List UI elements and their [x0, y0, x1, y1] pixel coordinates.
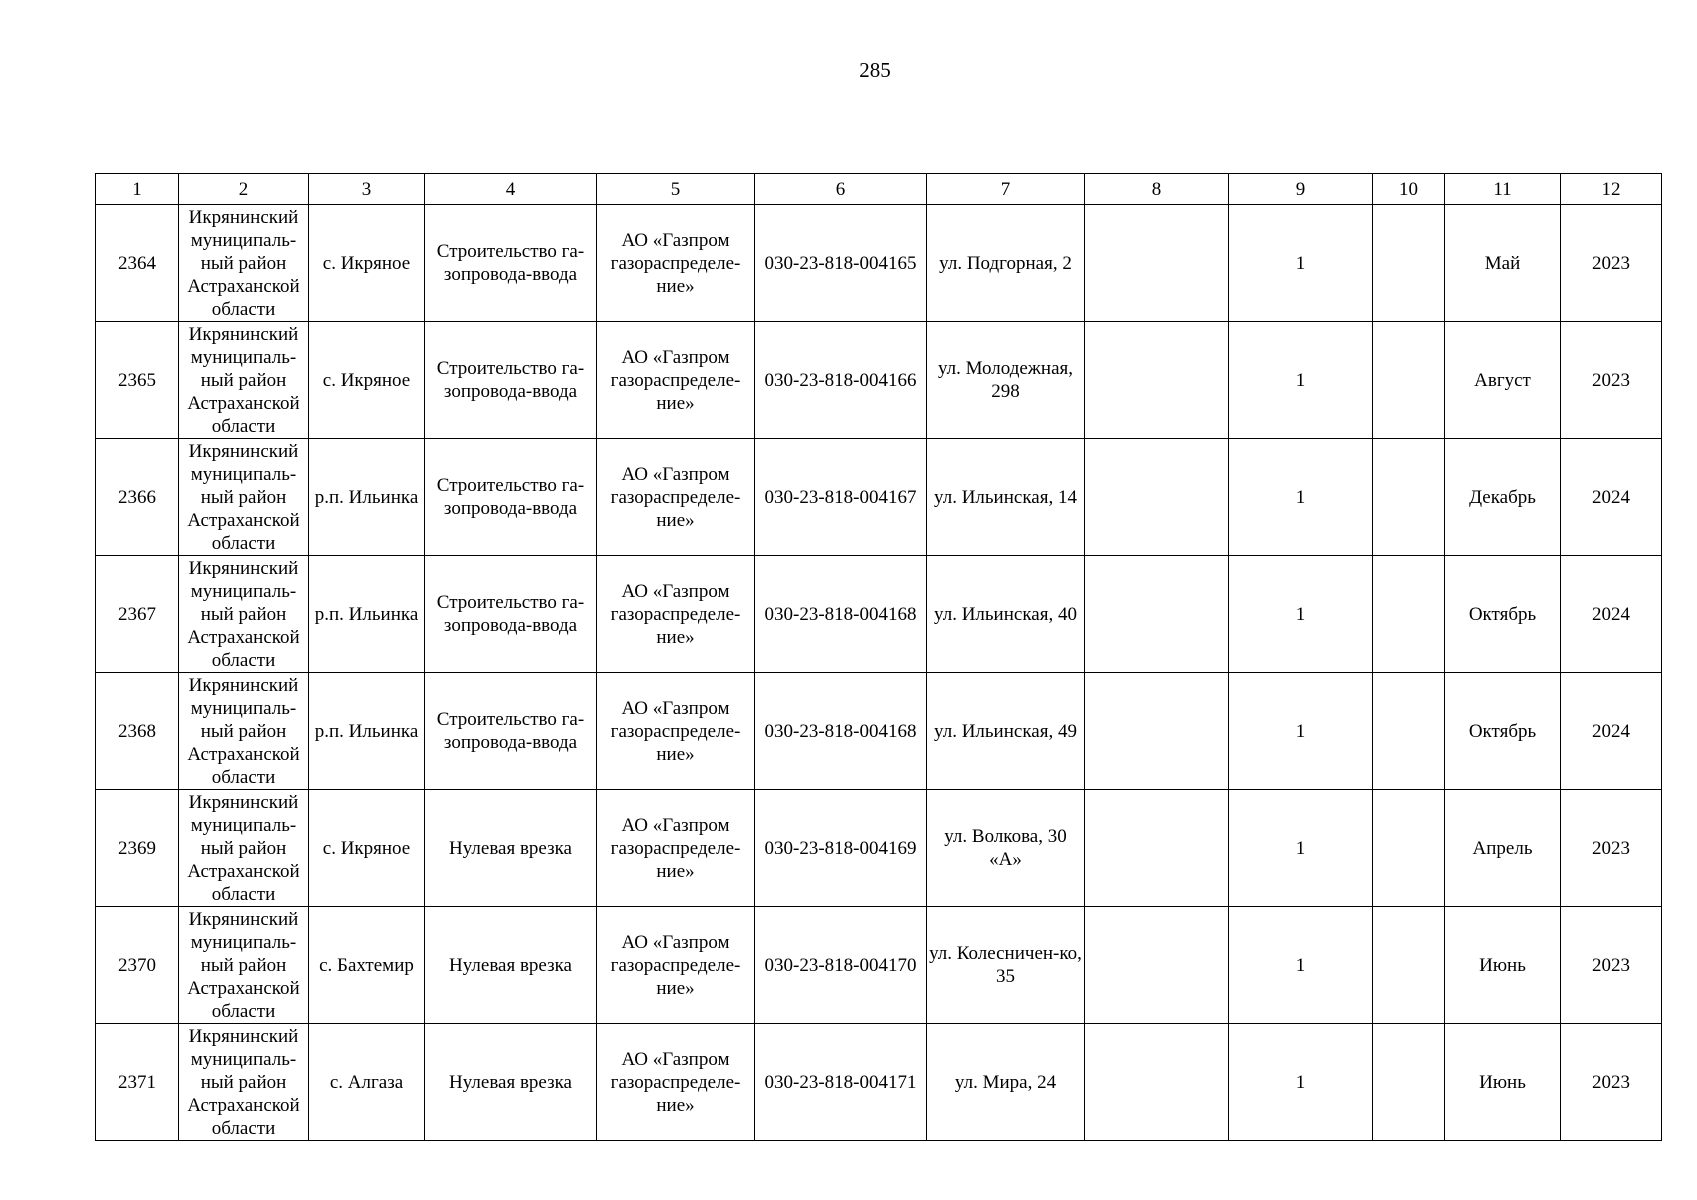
- table-row: [96, 907, 1662, 1024]
- settlement-cell: р.п. Ильинка: [309, 556, 425, 673]
- district-cell: Икрянинский муниципаль-ный район Астраханской области: [179, 439, 309, 556]
- column-header: 10: [1373, 174, 1445, 205]
- quantity-cell: 1: [1229, 673, 1373, 790]
- column-10-cell: [1373, 556, 1445, 673]
- organization-cell: АО «Газпром газораспределе-ние»: [597, 439, 755, 556]
- table-row: [96, 322, 1662, 439]
- address-cell: ул. Молодежная, 298: [927, 322, 1085, 439]
- district-cell: Икрянинский муниципаль-ный район Астраханской области: [179, 790, 309, 907]
- object-code-cell: 030-23-818-004165: [755, 205, 927, 322]
- organization-cell: АО «Газпром газораспределе-ние»: [597, 673, 755, 790]
- settlement-cell: р.п. Ильинка: [309, 673, 425, 790]
- work-type-cell: Строительство га-зопровода-ввода: [425, 556, 597, 673]
- work-type-cell: Строительство га-зопровода-ввода: [425, 673, 597, 790]
- table-row: [96, 673, 1662, 790]
- object-code-cell: 030-23-818-004169: [755, 790, 927, 907]
- column-header: 12: [1561, 174, 1662, 205]
- column-header: 7: [927, 174, 1085, 205]
- column-10-cell: [1373, 322, 1445, 439]
- column-10-cell: [1373, 1024, 1445, 1141]
- column-8-cell: [1085, 439, 1229, 556]
- column-8-cell: [1085, 1024, 1229, 1141]
- settlement-cell: с. Икряное: [309, 322, 425, 439]
- column-header: 8: [1085, 174, 1229, 205]
- district-cell: Икрянинский муниципаль-ный район Астраханской области: [179, 322, 309, 439]
- object-code-cell: 030-23-818-004171: [755, 1024, 927, 1141]
- year-cell: 2024: [1561, 439, 1662, 556]
- column-header: 1: [96, 174, 179, 205]
- table-row: [96, 1024, 1662, 1141]
- row-number-cell: 2368: [96, 673, 179, 790]
- year-cell: 2023: [1561, 790, 1662, 907]
- quantity-cell: 1: [1229, 205, 1373, 322]
- organization-cell: АО «Газпром газораспределе-ние»: [597, 205, 755, 322]
- row-number-cell: 2364: [96, 205, 179, 322]
- month-cell: Июнь: [1445, 1024, 1561, 1141]
- district-cell: Икрянинский муниципаль-ный район Астраханской области: [179, 673, 309, 790]
- district-cell: Икрянинский муниципаль-ный район Астраханской области: [179, 205, 309, 322]
- year-cell: 2023: [1561, 205, 1662, 322]
- district-cell: Икрянинский муниципаль-ный район Астраханской области: [179, 556, 309, 673]
- object-code-cell: 030-23-818-004168: [755, 673, 927, 790]
- month-cell: Октябрь: [1445, 673, 1561, 790]
- row-number-cell: 2370: [96, 907, 179, 1024]
- column-8-cell: [1085, 790, 1229, 907]
- object-code-cell: 030-23-818-004166: [755, 322, 927, 439]
- work-type-cell: Нулевая врезка: [425, 1024, 597, 1141]
- year-cell: 2024: [1561, 673, 1662, 790]
- quantity-cell: 1: [1229, 1024, 1373, 1141]
- table-row: [96, 205, 1662, 322]
- row-number-cell: 2365: [96, 322, 179, 439]
- work-type-cell: Нулевая врезка: [425, 790, 597, 907]
- work-type-cell: Нулевая врезка: [425, 907, 597, 1024]
- column-10-cell: [1373, 439, 1445, 556]
- data-table: [95, 173, 1662, 1141]
- column-10-cell: [1373, 907, 1445, 1024]
- column-header: 2: [179, 174, 309, 205]
- row-number-cell: 2369: [96, 790, 179, 907]
- address-cell: ул. Подгорная, 2: [927, 205, 1085, 322]
- object-code-cell: 030-23-818-004167: [755, 439, 927, 556]
- table-row: [96, 556, 1662, 673]
- month-cell: Декабрь: [1445, 439, 1561, 556]
- work-type-cell: Строительство га-зопровода-ввода: [425, 205, 597, 322]
- work-type-cell: Строительство га-зопровода-ввода: [425, 322, 597, 439]
- quantity-cell: 1: [1229, 556, 1373, 673]
- work-type-cell: Строительство га-зопровода-ввода: [425, 439, 597, 556]
- column-10-cell: [1373, 673, 1445, 790]
- district-cell: Икрянинский муниципаль-ный район Астраханской области: [179, 1024, 309, 1141]
- address-cell: ул. Ильинская, 40: [927, 556, 1085, 673]
- column-10-cell: [1373, 205, 1445, 322]
- column-10-cell: [1373, 790, 1445, 907]
- settlement-cell: с. Бахтемир: [309, 907, 425, 1024]
- column-header: 9: [1229, 174, 1373, 205]
- column-header: 3: [309, 174, 425, 205]
- address-cell: ул. Волкова, 30 «А»: [927, 790, 1085, 907]
- quantity-cell: 1: [1229, 439, 1373, 556]
- column-header: 11: [1445, 174, 1561, 205]
- row-number-cell: 2371: [96, 1024, 179, 1141]
- quantity-cell: 1: [1229, 322, 1373, 439]
- quantity-cell: 1: [1229, 790, 1373, 907]
- year-cell: 2023: [1561, 1024, 1662, 1141]
- year-cell: 2024: [1561, 556, 1662, 673]
- column-8-cell: [1085, 205, 1229, 322]
- column-8-cell: [1085, 556, 1229, 673]
- organization-cell: АО «Газпром газораспределе-ние»: [597, 322, 755, 439]
- column-header: 4: [425, 174, 597, 205]
- organization-cell: АО «Газпром газораспределе-ние»: [597, 1024, 755, 1141]
- address-cell: ул. Мира, 24: [927, 1024, 1085, 1141]
- object-code-cell: 030-23-818-004168: [755, 556, 927, 673]
- address-cell: ул. Ильинская, 14: [927, 439, 1085, 556]
- address-cell: ул. Ильинская, 49: [927, 673, 1085, 790]
- settlement-cell: р.п. Ильинка: [309, 439, 425, 556]
- table-row: [96, 439, 1662, 556]
- row-number-cell: 2367: [96, 556, 179, 673]
- organization-cell: АО «Газпром газораспределе-ние»: [597, 790, 755, 907]
- settlement-cell: с. Икряное: [309, 205, 425, 322]
- column-8-cell: [1085, 322, 1229, 439]
- column-header: 5: [597, 174, 755, 205]
- settlement-cell: с. Алгаза: [309, 1024, 425, 1141]
- column-header: 6: [755, 174, 927, 205]
- address-cell: ул. Колесничен-ко, 35: [927, 907, 1085, 1024]
- year-cell: 2023: [1561, 322, 1662, 439]
- quantity-cell: 1: [1229, 907, 1373, 1024]
- row-number-cell: 2366: [96, 439, 179, 556]
- organization-cell: АО «Газпром газораспределе-ние»: [597, 907, 755, 1024]
- settlement-cell: с. Икряное: [309, 790, 425, 907]
- object-code-cell: 030-23-818-004170: [755, 907, 927, 1024]
- year-cell: 2023: [1561, 907, 1662, 1024]
- table-row: [96, 790, 1662, 907]
- header-row: [96, 174, 1662, 205]
- month-cell: Октябрь: [1445, 556, 1561, 673]
- column-8-cell: [1085, 907, 1229, 1024]
- month-cell: Май: [1445, 205, 1561, 322]
- month-cell: Август: [1445, 322, 1561, 439]
- organization-cell: АО «Газпром газораспределе-ние»: [597, 556, 755, 673]
- page-number: 285: [859, 58, 891, 82]
- month-cell: Апрель: [1445, 790, 1561, 907]
- district-cell: Икрянинский муниципаль-ный район Астраханской области: [179, 907, 309, 1024]
- column-8-cell: [1085, 673, 1229, 790]
- month-cell: Июнь: [1445, 907, 1561, 1024]
